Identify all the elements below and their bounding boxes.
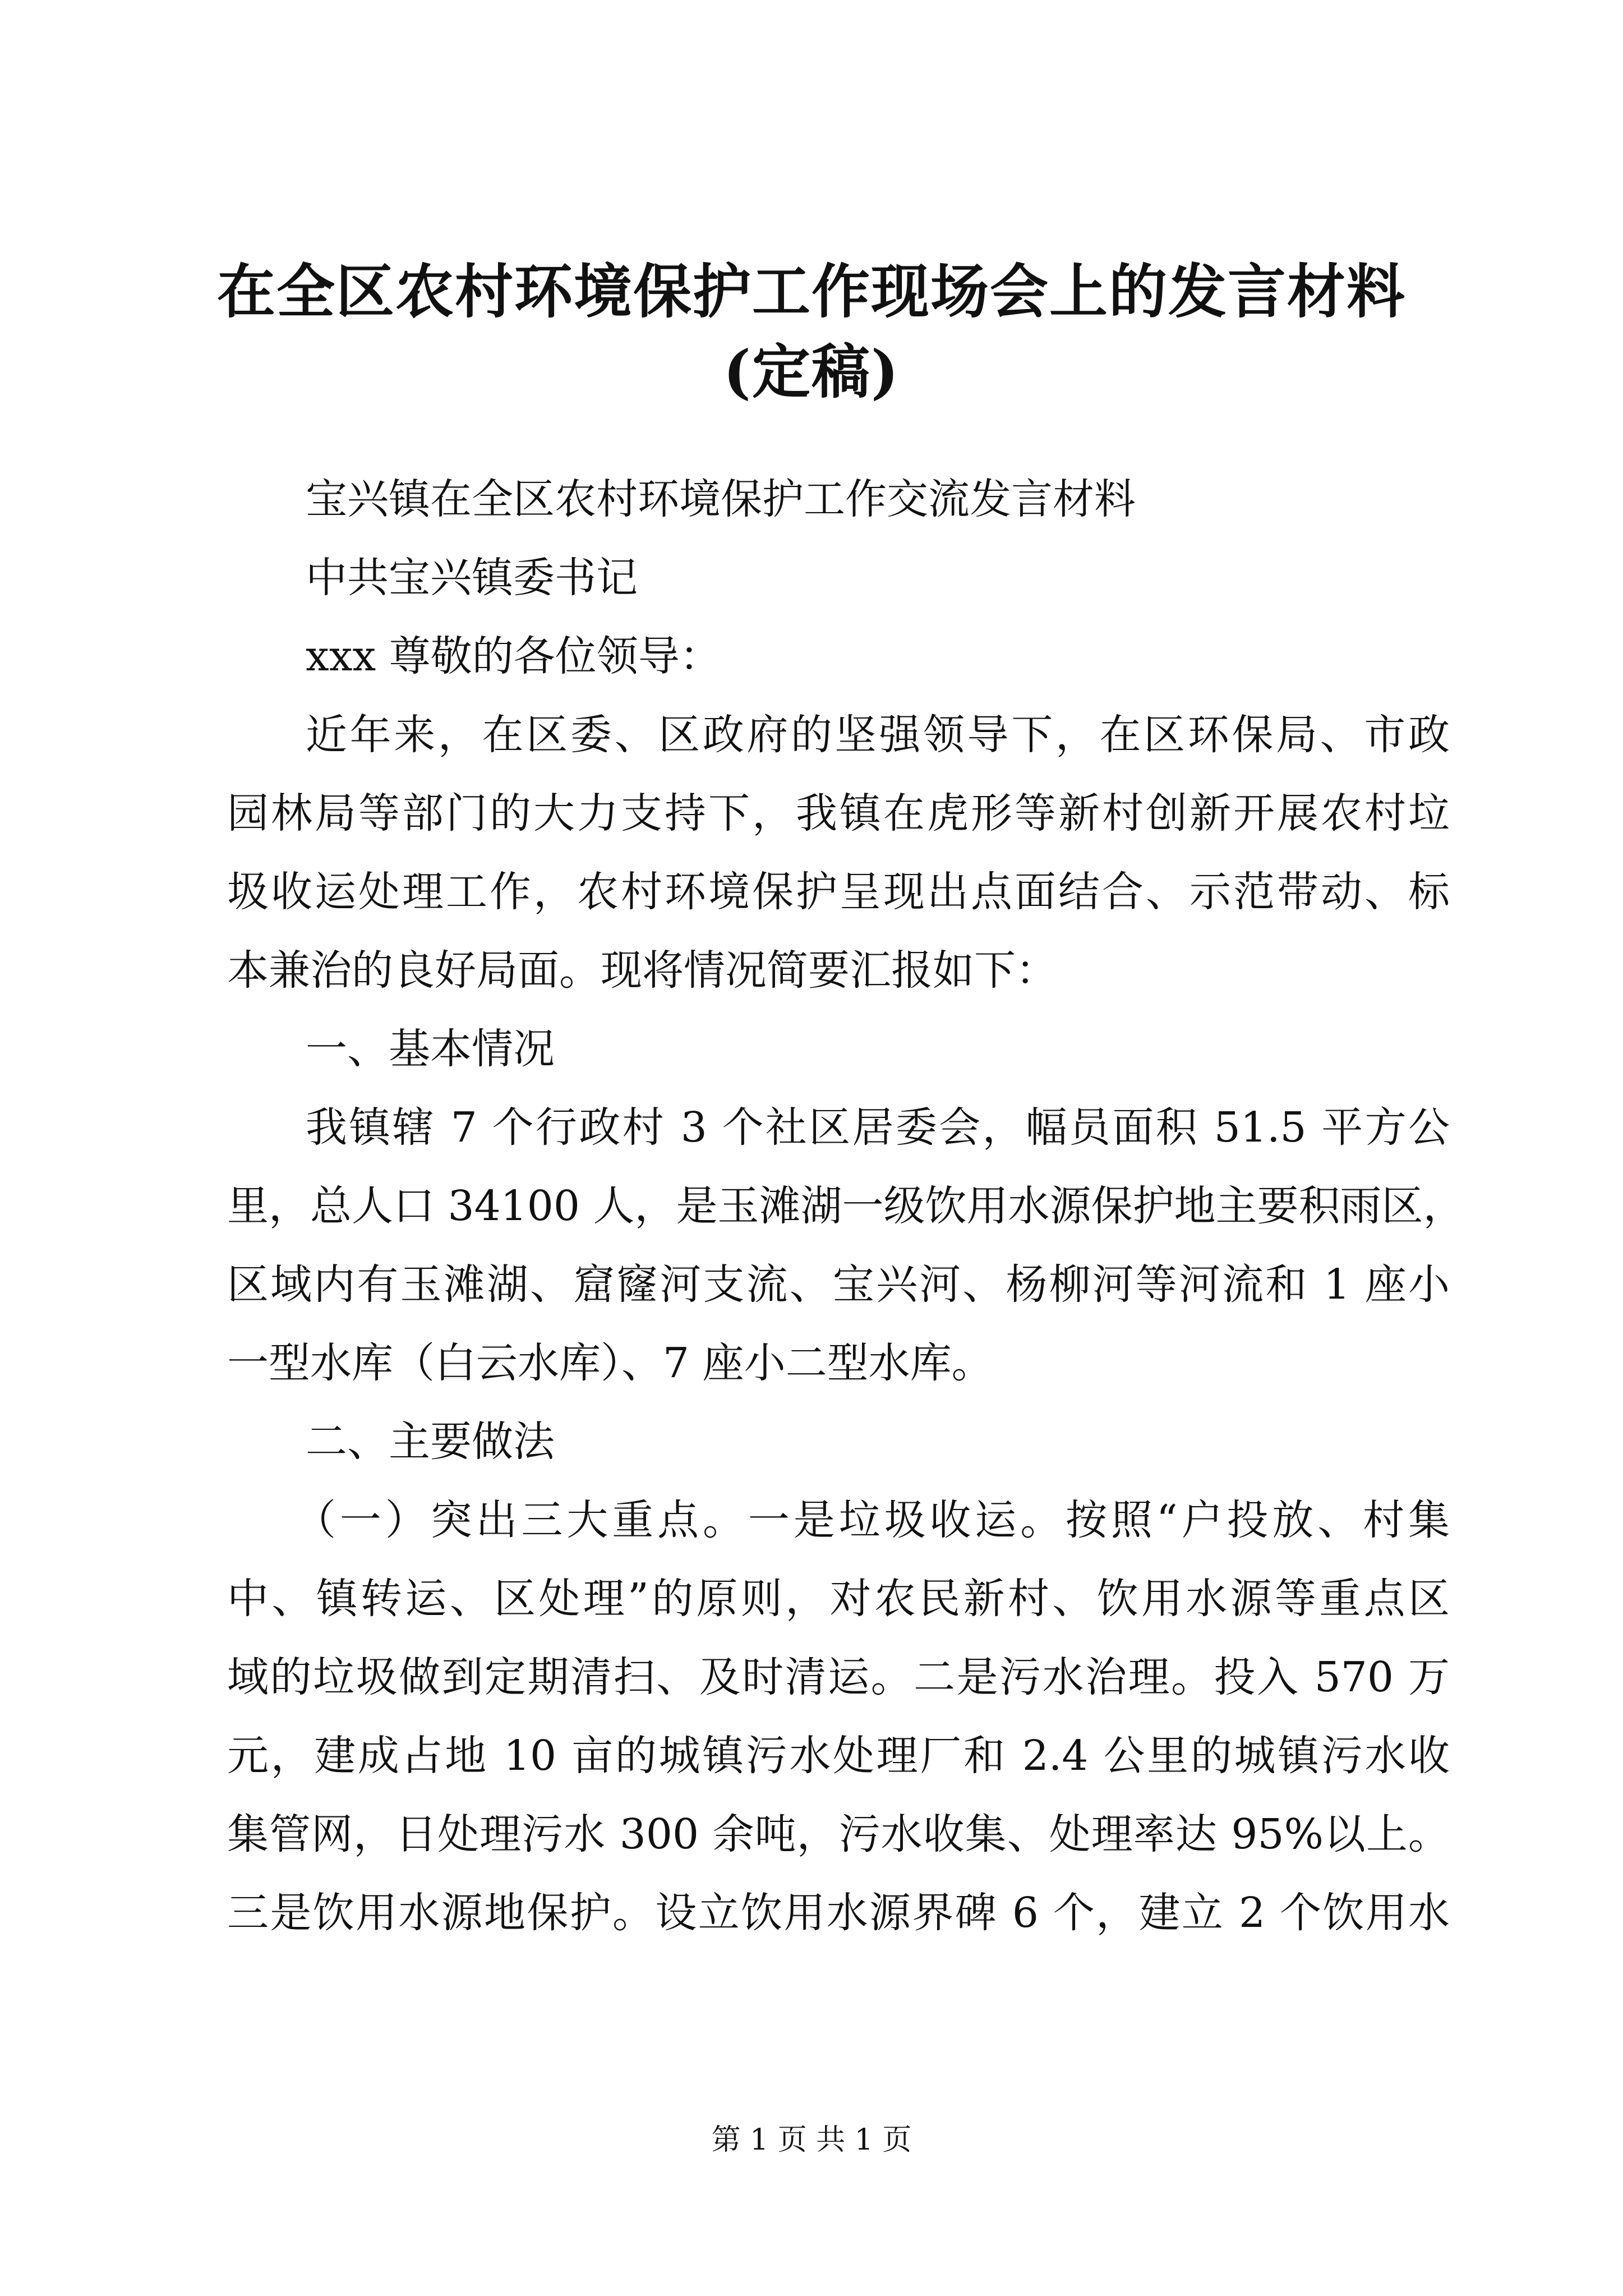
- author-line: 中共宝兴镇委书记: [306, 554, 638, 602]
- salutation: xxx 尊敬的各位领导：: [306, 632, 721, 680]
- document-title-line-1: 在全区农村环境保护工作现场会上的发言材料: [216, 257, 1406, 326]
- paragraph-line: 域的垃圾做到定期清扫、及时清运。二是污水治理。投入 570 万: [227, 1653, 1450, 1701]
- page-footer: 第 1 页 共 1 页: [711, 2123, 912, 2157]
- section-heading: 二、主要做法: [306, 1418, 555, 1466]
- subtitle: 宝兴镇在全区农村环境保护工作交流发言材料: [306, 475, 1136, 523]
- paragraph-line: 中、镇转运、区处理”的原则，对农民新村、饮用水源等重点区: [227, 1575, 1450, 1623]
- paragraph-line: 集管网，日处理污水 300 余吨，污水收集、处理率达 95%以上。: [227, 1810, 1450, 1858]
- paragraph-line: 我镇辖 7 个行政村 3 个社区居委会，幅员面积 51.5 平方公: [306, 1103, 1450, 1152]
- paragraph-line: 里，总人口 34100 人，是玉滩湖一级饮用水源保护地主要积雨区，: [227, 1182, 1465, 1230]
- paragraph-line: 园林局等部门的大力支持下，我镇在虎形等新村创新开展农村垃: [227, 789, 1450, 838]
- paragraph-line: 圾收运处理工作，农村环境保护呈现出点面结合、示范带动、标: [227, 868, 1450, 916]
- paragraph-line: 区域内有玉滩湖、窟窿河支流、宝兴河、杨柳河等河流和 1 座小: [227, 1260, 1450, 1309]
- paragraph-line: 本兼治的良好局面。现将情况简要汇报如下：: [227, 946, 1057, 995]
- paragraph-line: 一型水库（白云水库）、7 座小二型水库。: [227, 1339, 993, 1387]
- document-title-line-2: (定稿): [723, 337, 900, 406]
- paragraph-line: 元，建成占地 10 亩的城镇污水处理厂和 2.4 公里的城镇污水收: [227, 1732, 1450, 1780]
- paragraph-line: 三是饮用水源地保护。设立饮用水源界碑 6 个，建立 2 个饮用水: [227, 1889, 1450, 1937]
- section-heading: 一、基本情况: [306, 1025, 555, 1073]
- paragraph-line: （一）突出三大重点。一是垃圾收运。按照“户投放、村集: [294, 1496, 1450, 1544]
- paragraph-line: 近年来，在区委、区政府的坚强领导下，在区环保局、市政: [306, 711, 1450, 759]
